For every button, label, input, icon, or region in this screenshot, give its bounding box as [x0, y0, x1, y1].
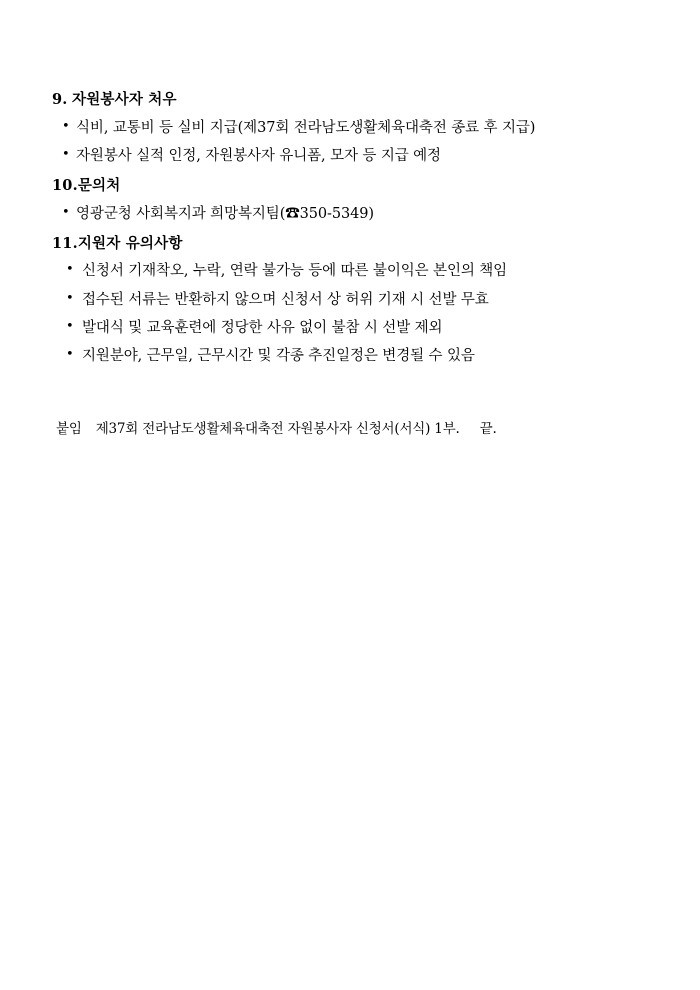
attachment-text: 제37회 전라남도생활체육대축전 자원봉사자 신청서(서식) 1부. [95, 420, 460, 437]
section-contact [50, 172, 644, 228]
list-item: • 영광군청 사회복지과 희망복지팀(☎350-5349) [50, 200, 644, 228]
list-item: • 접수된 서류는 반환하지 않으며 신청서 상 허위 기재 시 선발 무효 [50, 286, 644, 314]
attachment-label: 붙임 [56, 420, 82, 437]
section-number: 10. [52, 177, 78, 195]
attachment-note [50, 417, 644, 443]
section-item-list [50, 114, 644, 171]
section-applicant-notes [50, 230, 644, 371]
list-item: • 자원봉사 실적 인정, 자원봉사자 유니폼, 모자 등 지급 예정 [50, 142, 644, 170]
attachment-end-mark: 끝. [479, 420, 497, 437]
section-heading [50, 86, 644, 114]
section-item-list [50, 200, 644, 228]
section-title: 자원봉사자 처우 [72, 91, 177, 108]
section-title: 문의처 [77, 177, 121, 195]
section-heading [50, 172, 644, 200]
section-volunteer-treatment [50, 86, 644, 170]
section-heading [50, 230, 644, 258]
list-item: • 지원분야, 근무일, 근무시간 및 각종 추진일정은 변경될 수 있음 [50, 342, 644, 370]
list-item: • 신청서 기재착오, 누락, 연락 불가능 등에 따른 불이익은 본인의 책임 [50, 257, 644, 285]
section-title: 지원자 유의사항 [77, 234, 183, 252]
list-item: • 식비, 교통비 등 실비 지급(제37회 전라남도생활체육대축전 종료 후 지급) [50, 114, 644, 142]
section-number: 9. [52, 91, 68, 108]
section-item-list [50, 257, 644, 370]
section-number: 11. [52, 234, 78, 252]
list-item: • 발대식 및 교육훈련에 정당한 사유 없이 불참 시 선발 제외 [50, 314, 644, 342]
